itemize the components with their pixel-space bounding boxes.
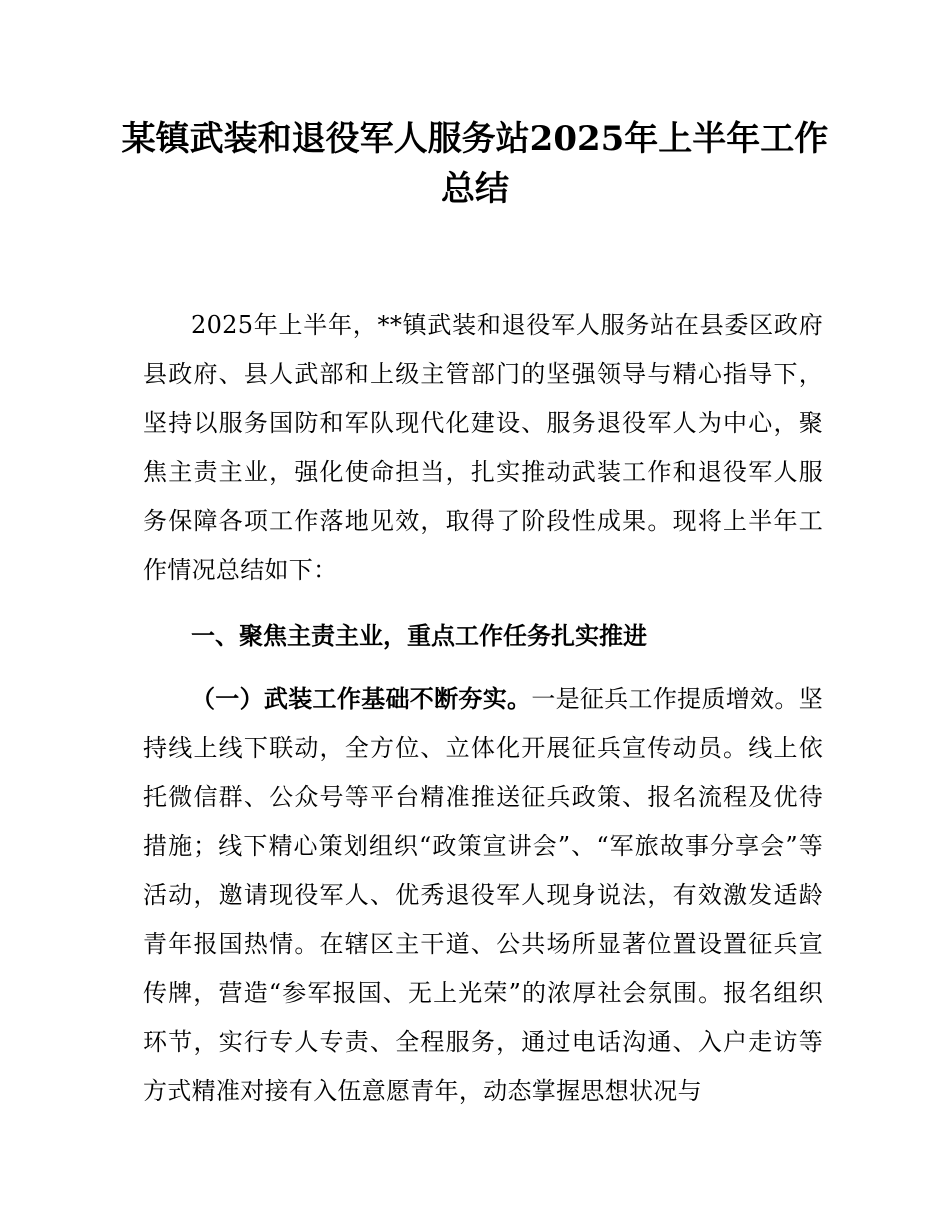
document-title: 某镇武装和退役军人服务站2025年上半年工作总结: [121, 119, 829, 209]
intro-paragraph: 2025年上半年，**镇武装和退役军人服务站在县委区政府县政府、县人武部和上级主管部门的坚强领导与精心指导下，坚持以服务国防和军队现代化建设、服务退役军人为中心，聚焦主责主业，强化使命担当，扎实推动武装工作和退役军人服务保障各项工作落地见效，取得了阶段性成果。现将上半年工作情况总结如下：: [143, 311, 823, 584]
subsection-text: 一是征兵工作提质增效。坚持线上线下联动，全方位、立体化开展征兵宣传动员。线上依托微信群、公众号等平台精准推送征兵政策、报名流程及优待措施；线下精心策划组织“政策宣讲会”、“军旅故事分享会”等活动，邀请现役军人、优秀退役军人现身说法，有效激发适龄青年报国热情。在辖区主干道、公共场所显著位置设置征兵宣传牌，营造“参军报国、无上光荣”的浓厚社会氛围。报名组织环节，实行专人专责、全程服务，通过电话沟通、入户走访等方式精准对接有入伍意愿青年，动态掌握思想状况与: [143, 685, 823, 1105]
subsection-paragraph: [143, 675, 823, 1116]
section-heading: 一、聚焦主责主业，重点工作任务扎实推进: [191, 622, 647, 650]
subsection-lead: （一）武装工作基础不断夯实。: [191, 685, 532, 713]
